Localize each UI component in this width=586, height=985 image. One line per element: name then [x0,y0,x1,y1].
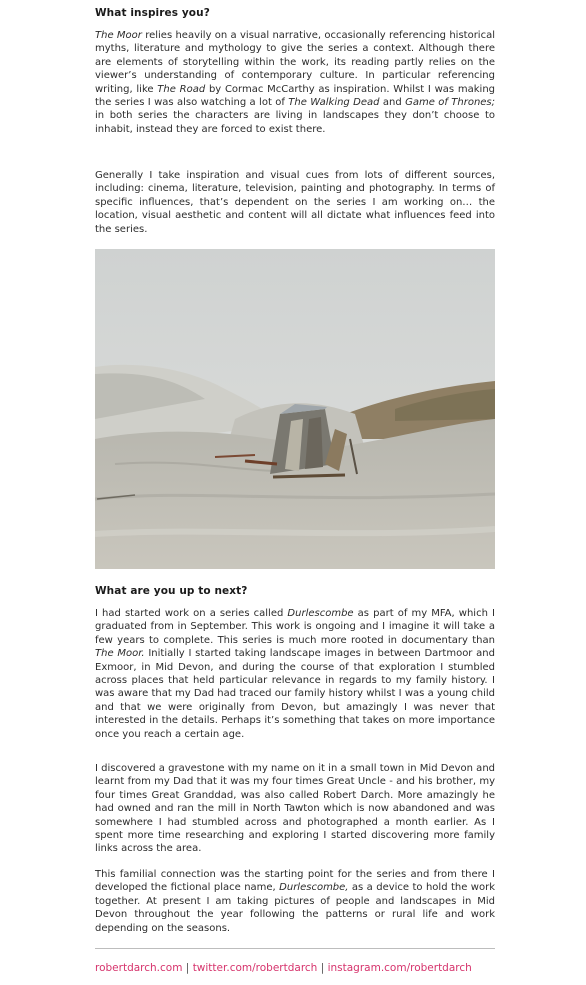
footer-divider [95,948,495,949]
text-run: as part of my MFA, which I graduated from in September. This work is ongoing and I imagine it will take a few years to complete. This series is much more rooted in documentary than [95,608,495,646]
instagram-link[interactable]: instagram.com/robertdarch [327,962,472,974]
link-separator: | [185,962,190,974]
footer-links [95,962,515,974]
italic-title: The Moor. [95,648,145,660]
italic-title: Game of Thrones; [405,97,496,109]
text-run: in both series the characters are living in landscapes they don’t choose to inhabit, instead they are forced to exist there. [95,110,495,135]
website-link[interactable]: robertdarch.com [95,962,183,974]
paragraph-text [95,868,495,935]
twitter-link[interactable]: twitter.com/robertdarch [192,962,318,974]
link-separator: | [320,962,325,974]
italic-title: Durlescombe [287,608,354,619]
paragraph [95,762,495,856]
paragraph-text [95,29,495,136]
paragraph [95,607,495,741]
italic-title: Durlescombe, [279,882,349,894]
text-run: and [379,97,406,109]
section-heading: What inspires you? [95,7,210,19]
landscape-photo [95,249,495,569]
paragraph-text [95,607,495,741]
landscape-photo-image [95,249,495,569]
text-run: I had started work on a series called [95,608,288,619]
text-run: Generally I take inspiration and visual cues from lots of different sources, including: cinema, literature, television, painting and photography. In terms of specific influences, that’s dependent on the series I am working on… the location, visual aesthetic and content will all dictate what influences feed into the series. [95,170,495,235]
italic-title: The Walking Dead [288,97,380,109]
text-run: by Cormac McCarthy as inspiration. Whilst I was making the series I was also watching a lot of [95,83,495,109]
paragraph [95,169,495,236]
italic-title: The Road [157,83,206,95]
paragraph-text [95,169,495,236]
paragraph-text [95,762,495,856]
text-run: relies heavily on a visual narrative, occasionally referencing historical myths, literature and mythology to give the series a context. Although there are elements of storytelling within the work, its reading partly relies on the viewer’s understanding of contemporary culture. In particular referencing writing, like [95,30,495,95]
italic-title: The Moor [95,30,142,41]
section-what-next [95,585,495,597]
text-run: Initially I started taking landscape images in between Dartmoor and Exmoor, in Mid Devon, and during the course of that exploration I stumbled across places that held particular relevance in regards to my family history. I was aware that my Dad had traced our family history whilst I was a young child and that we were originally from Devon, but amazingly I was never that interested in the details. Perhaps it’s something that takes on more importance once you reach a certain age. [95,648,495,740]
section-what-inspires [95,7,495,19]
section-heading: What are you up to next? [95,585,248,597]
paragraph [95,29,495,136]
paragraph [95,868,495,935]
text-run: as a device to hold the work together. At present I am taking pictures of people and landscapes in Mid Devon throughout the year following the patterns or rural life and work depending on the seasons. [95,882,496,934]
text-run: I discovered a gravestone with my name on it in a small town in Mid Devon and learnt from my Dad that it was my four times Great Uncle - and his brother, my four times Great Granddad, was also called Robert Darch. More amazingly he had owned and ran the mill in North Tawton which is now abandoned and was somewhere I had stumbled across and photographed a month earlier. As I spent more time researching and exploring I started discovering more family links across the area. [95,763,495,855]
text-run: This familial connection was the starting point for the series and from there I developed the fictional place name, [95,869,495,894]
